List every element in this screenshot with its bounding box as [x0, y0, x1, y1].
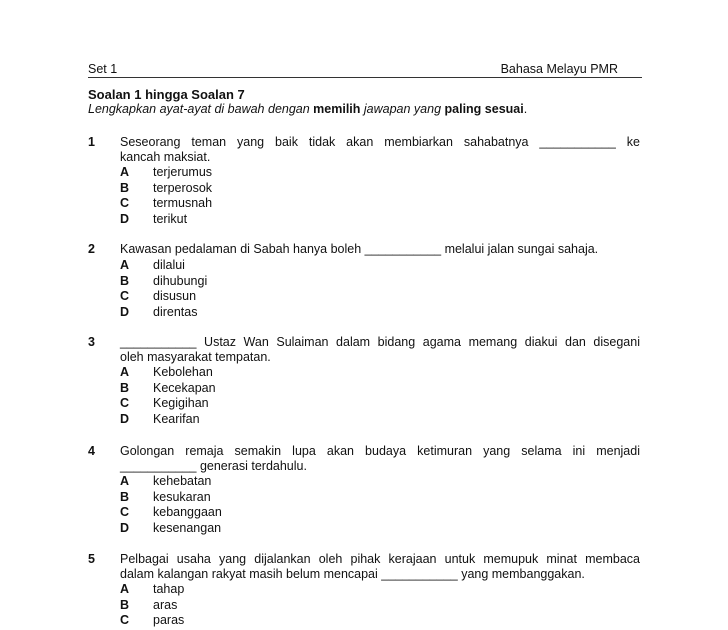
question-line-2: dalam kalangan rakyat masih belum mencapai ___________ yang membanggakan.	[120, 567, 585, 581]
option-text: Kecekapan	[153, 380, 216, 395]
option-text: Kebolehan	[153, 365, 213, 379]
option-letter: A	[120, 474, 130, 488]
option-letter: D	[120, 304, 130, 319]
option-letter: C	[120, 505, 130, 519]
option-a[interactable]	[120, 474, 320, 490]
option-text: terjerumus	[153, 165, 213, 179]
option-text: direntas	[153, 304, 198, 319]
option-letter: D	[120, 211, 130, 226]
option-text: Kegigihan	[153, 396, 209, 410]
option-b[interactable]	[120, 381, 320, 397]
question-number: 3	[88, 335, 95, 349]
option-text: tahap	[153, 582, 185, 596]
option-d[interactable]	[120, 212, 320, 228]
option-a[interactable]	[120, 365, 320, 381]
question-line-2: ___________ generasi terdahulu.	[120, 459, 307, 473]
question-text	[120, 335, 640, 365]
option-d[interactable]	[120, 305, 320, 321]
question-line-1: Kawasan pedalaman di Sabah hanya boleh ___________ melalui jalan sungai sahaja.	[120, 242, 599, 256]
option-letter: B	[120, 597, 130, 612]
option-letter: A	[120, 365, 130, 379]
option-c[interactable]	[120, 396, 320, 412]
options-list	[120, 474, 320, 536]
option-text: kesukaran	[153, 489, 211, 504]
question-line-1: Seseorang teman yang baik tidak akan membiarkan sahabatnya ___________ ke	[120, 135, 640, 149]
subject-label: Bahasa Melayu PMR	[500, 62, 618, 76]
options-list	[120, 165, 320, 227]
option-letter: D	[120, 411, 130, 426]
instruction-bold-1: memilih	[313, 102, 361, 116]
option-letter: C	[120, 196, 130, 210]
option-letter: B	[120, 380, 130, 395]
option-text: dilalui	[153, 258, 185, 272]
instruction-bold-2: paling sesuai	[444, 102, 524, 116]
question-text	[120, 135, 640, 165]
option-a[interactable]	[120, 258, 320, 274]
options-list	[120, 365, 320, 427]
option-text: terikut	[153, 211, 188, 226]
option-letter: C	[120, 613, 130, 627]
option-b[interactable]	[120, 274, 320, 290]
option-text: disusun	[153, 289, 197, 303]
option-letter: B	[120, 273, 130, 288]
question-number: 2	[88, 242, 95, 256]
option-a[interactable]	[120, 165, 320, 181]
set-label: Set 1	[88, 62, 118, 76]
option-letter: A	[120, 582, 130, 596]
option-text: dihubungi	[153, 273, 208, 288]
question-text	[120, 242, 640, 257]
instruction-text-1: Lengkapkan ayat-ayat di bawah dengan	[88, 102, 314, 116]
option-c[interactable]	[120, 613, 320, 629]
option-letter: C	[120, 396, 130, 410]
option-text: terperosok	[153, 180, 213, 195]
option-b[interactable]	[120, 181, 320, 197]
question-number: 1	[88, 135, 95, 149]
option-b[interactable]	[120, 490, 320, 506]
question-line-1: ___________ Ustaz Wan Sulaiman dalam bidang agama memang diakui dan disegani	[120, 335, 640, 349]
question-number: 4	[88, 444, 95, 458]
option-letter: A	[120, 258, 130, 272]
section-title: Soalan 1 hingga Soalan 7	[88, 87, 245, 102]
option-letter: C	[120, 289, 130, 303]
option-letter: A	[120, 165, 130, 179]
question-line-1: Golongan remaja semakin lupa akan budaya ketimuran yang selama ini menjadi	[120, 444, 640, 458]
options-list	[120, 582, 320, 629]
question-text	[120, 552, 640, 582]
option-d[interactable]	[120, 521, 320, 537]
option-text: kebanggaan	[153, 505, 222, 519]
option-letter: B	[120, 180, 130, 195]
options-list	[120, 258, 320, 320]
option-c[interactable]	[120, 196, 320, 212]
option-c[interactable]	[120, 505, 320, 521]
option-b[interactable]	[120, 598, 320, 614]
instruction-text-2: jawapan yang	[360, 102, 445, 116]
page-header	[88, 60, 642, 78]
option-text: paras	[153, 613, 185, 627]
option-text: kesenangan	[153, 520, 222, 535]
instruction	[88, 102, 527, 116]
option-d[interactable]	[120, 412, 320, 428]
question-text	[120, 444, 640, 474]
option-c[interactable]	[120, 289, 320, 305]
question-number: 5	[88, 552, 95, 566]
instruction-end: .	[523, 102, 528, 116]
option-text: termusnah	[153, 196, 213, 210]
question-line-2: kancah maksiat.	[120, 150, 211, 164]
option-letter: B	[120, 489, 130, 504]
option-letter: D	[120, 520, 130, 535]
option-text: aras	[153, 597, 178, 612]
option-text: kehebatan	[153, 474, 212, 488]
question-line-2: oleh masyarakat tempatan.	[120, 350, 271, 364]
option-text: Kearifan	[153, 411, 200, 426]
option-a[interactable]	[120, 582, 320, 598]
question-line-1: Pelbagai usaha yang dijalankan oleh pihak kerajaan untuk memupuk minat membaca	[120, 552, 640, 566]
